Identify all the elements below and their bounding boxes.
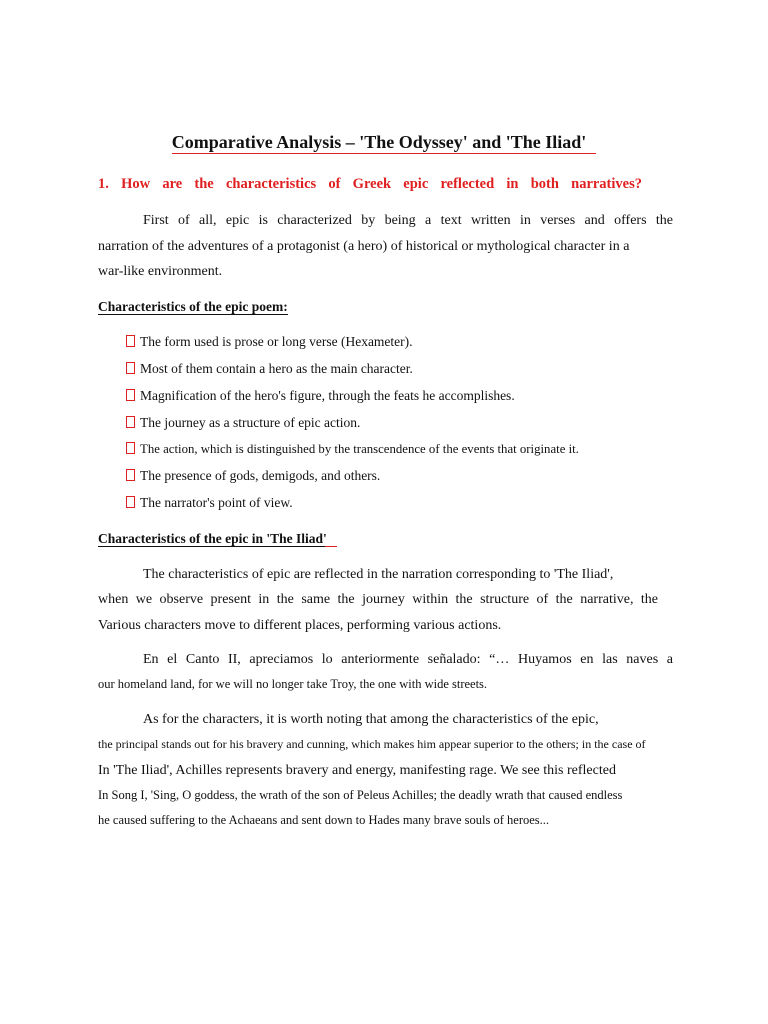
list-item-text: Magnification of the hero's figure, through the feats he accomplishes. (140, 388, 515, 403)
list-item-text: The form used is prose or long verse (Hexameter). (140, 334, 413, 349)
paragraph-line: In Song I, 'Sing, O goddess, the wrath of the son of Peleus Achilles; the deadly wrath that caused endless (98, 788, 623, 802)
list-item (126, 495, 293, 511)
list-item-text: The narrator's point of view. (140, 495, 293, 510)
document-title (0, 131, 768, 154)
list-item-text: The journey as a structure of epic action. (140, 415, 361, 430)
list-item (126, 468, 380, 484)
paragraph-line: the principal stands out for his bravery and cunning, which makes him appear superior to the others; in the case of (98, 737, 646, 751)
paragraph-line: As for the characters, it is worth noting that among the characteristics of the epic, (143, 712, 599, 727)
bullet-box-icon (126, 335, 135, 347)
list-item-text: The presence of gods, demigods, and others. (140, 468, 381, 483)
list-item (126, 415, 360, 431)
paragraph-line: Various characters move to different places, performing various actions. (98, 618, 502, 633)
list-item (126, 361, 413, 377)
list-item (126, 334, 413, 350)
intro-line: narration of the adventures of a protagonist (a hero) of historical or mythological character in a (98, 239, 630, 254)
bullet-box-icon (126, 389, 135, 401)
epic-characteristics-heading-text: Characteristics of the epic poem: (98, 299, 288, 314)
bullet-box-icon (126, 362, 135, 374)
iliad-characteristics-heading (98, 531, 337, 547)
iliad-characteristics-heading-text: Characteristics of the epic in 'The Iliad' (98, 531, 337, 547)
paragraph-line: In 'The Iliad', Achilles represents bravery and energy, manifesting rage. We see this reflected (98, 763, 616, 778)
bullet-box-icon (126, 442, 135, 454)
list-item (126, 388, 515, 404)
bullet-box-icon (126, 416, 135, 428)
intro-line: war-like environment. (98, 264, 223, 279)
intro-line: First of all, epic is characterized by being a text written in verses and offers the (143, 213, 673, 228)
question-heading: 1. How are the characteristics of Greek epic reflected in both narratives? (98, 176, 642, 192)
document-title-text: Comparative Analysis – 'The Odyssey' and 'The Iliad' (172, 131, 597, 154)
list-item-text: The action, which is distinguished by the transcendence of the events that originate it. (140, 442, 579, 456)
paragraph-line: when we observe present in the same the journey within the structure of the narrative, the (98, 592, 658, 607)
list-item-text: Most of them contain a hero as the main character. (140, 361, 413, 376)
epic-characteristics-heading (98, 299, 288, 315)
paragraph-line: he caused suffering to the Achaeans and sent down to Hades many brave souls of heroes... (98, 813, 550, 827)
list-item (126, 442, 579, 457)
paragraph-line: En el Canto II, apreciamos lo anteriormente señalado: “… Huyamos en las naves a (143, 652, 673, 667)
bullet-box-icon (126, 496, 135, 508)
bullet-box-icon (126, 469, 135, 481)
paragraph-line: The characteristics of epic are reflected in the narration corresponding to 'The Iliad', (143, 567, 614, 582)
paragraph-line: our homeland land, for we will no longer take Troy, the one with wide streets. (98, 677, 488, 691)
